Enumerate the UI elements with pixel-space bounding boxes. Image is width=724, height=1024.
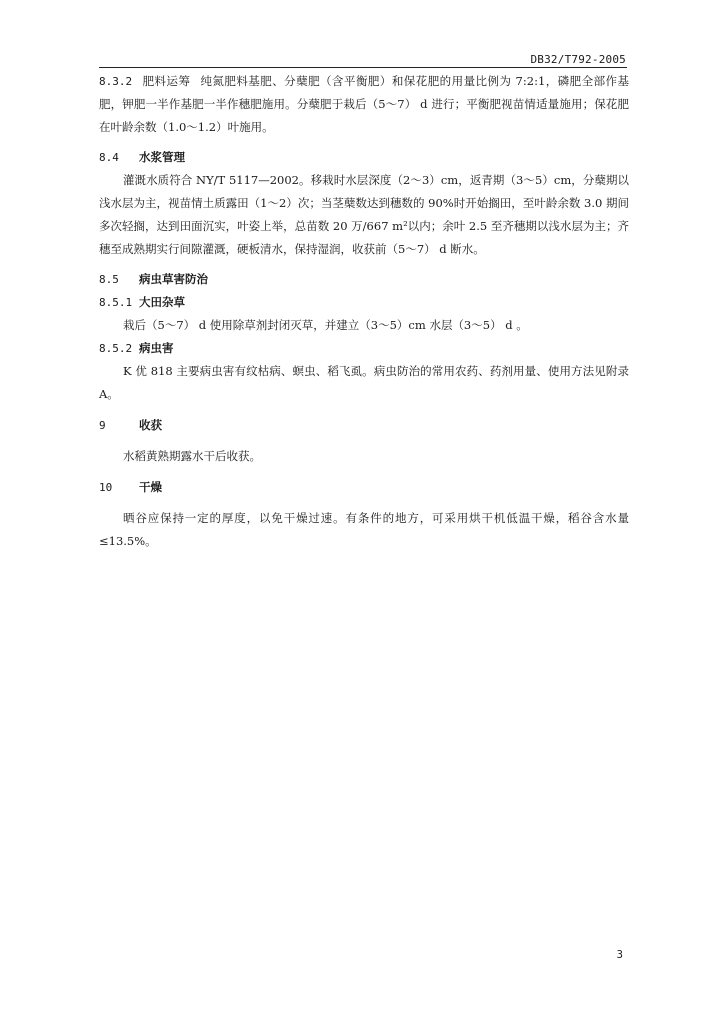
section-number: 10 bbox=[99, 481, 113, 494]
heading-10 bbox=[99, 476, 629, 499]
standard-code: DB32/T792-2005 bbox=[530, 53, 626, 66]
heading-8-5 bbox=[99, 268, 629, 291]
section-number: 8.5.1 bbox=[99, 296, 133, 309]
section-number: 8.5 bbox=[99, 273, 119, 286]
section-title: 干燥 bbox=[139, 480, 162, 494]
section-number: 8.4 bbox=[99, 151, 119, 164]
paragraph-8-5-2: K 优 818 主要病虫害有纹枯病、螟虫、稻飞虱。病虫防治的常用农药、药剂用量、使用方法见附录 A。 bbox=[99, 364, 629, 401]
section-title: 水浆管理 bbox=[139, 150, 185, 164]
section-title: 病虫草害防治 bbox=[139, 272, 208, 286]
section-8-3-2 bbox=[99, 70, 629, 139]
paragraph-9: 水稻黄熟期露水干后收获。 bbox=[123, 449, 261, 463]
section-title: 收获 bbox=[139, 418, 162, 432]
heading-9 bbox=[99, 414, 629, 437]
heading-8-5-2 bbox=[99, 337, 629, 360]
section-text: 纯氮肥料基肥、分蘖肥（含平衡肥）和保花肥的用量比例为 7:2:1，磷肥全部作基肥，钾肥一半作基肥一半作穗肥施用。分蘖肥于栽后（5～7） d 进行；平衡肥视苗情适量施用；保花肥在叶龄余数（1.0～1.2）叶施用。 bbox=[99, 74, 629, 134]
section-title: 肥料运筹 bbox=[142, 74, 191, 88]
section-number: 8.5.2 bbox=[99, 342, 133, 355]
section-title: 病虫害 bbox=[139, 341, 174, 355]
paragraph-10: 晒谷应保持一定的厚度，以免干燥过速。有条件的地方，可采用烘干机低温干燥，稻谷含水量≤13.5%。 bbox=[99, 511, 629, 548]
section-title: 大田杂草 bbox=[139, 295, 185, 309]
header-rule bbox=[99, 67, 627, 68]
document-body bbox=[99, 70, 629, 553]
heading-8-4 bbox=[99, 146, 629, 169]
paragraph-8-5-1: 栽后（5～7） d 使用除草剂封闭灭草，并建立（3～5）cm 水层（3～5） d 。 bbox=[123, 318, 528, 332]
heading-8-5-1 bbox=[99, 291, 629, 314]
section-number: 9 bbox=[99, 419, 106, 432]
section-number: 8.3.2 bbox=[99, 75, 133, 88]
page-number: 3 bbox=[616, 949, 623, 961]
paragraph-8-4: 灌溉水质符合 NY/T 5117—2002。移栽时水层深度（2～3）cm，返青期（3～5）cm，分蘖期以浅水层为主，视苗情土质露田（1～2）次；当茎蘖数达到穗数的 90%时开始搁田，至叶龄余数 3.0 期间多次轻搁，达到田面沉实，叶姿上举，总苗数 20 万/667 m²以内；余叶 2.5 至齐穗期以浅水层为主；齐穗至成熟期实行间隙灌溉，硬板清水，保持湿润，收获前（5～7） d 断水。 bbox=[99, 173, 629, 256]
